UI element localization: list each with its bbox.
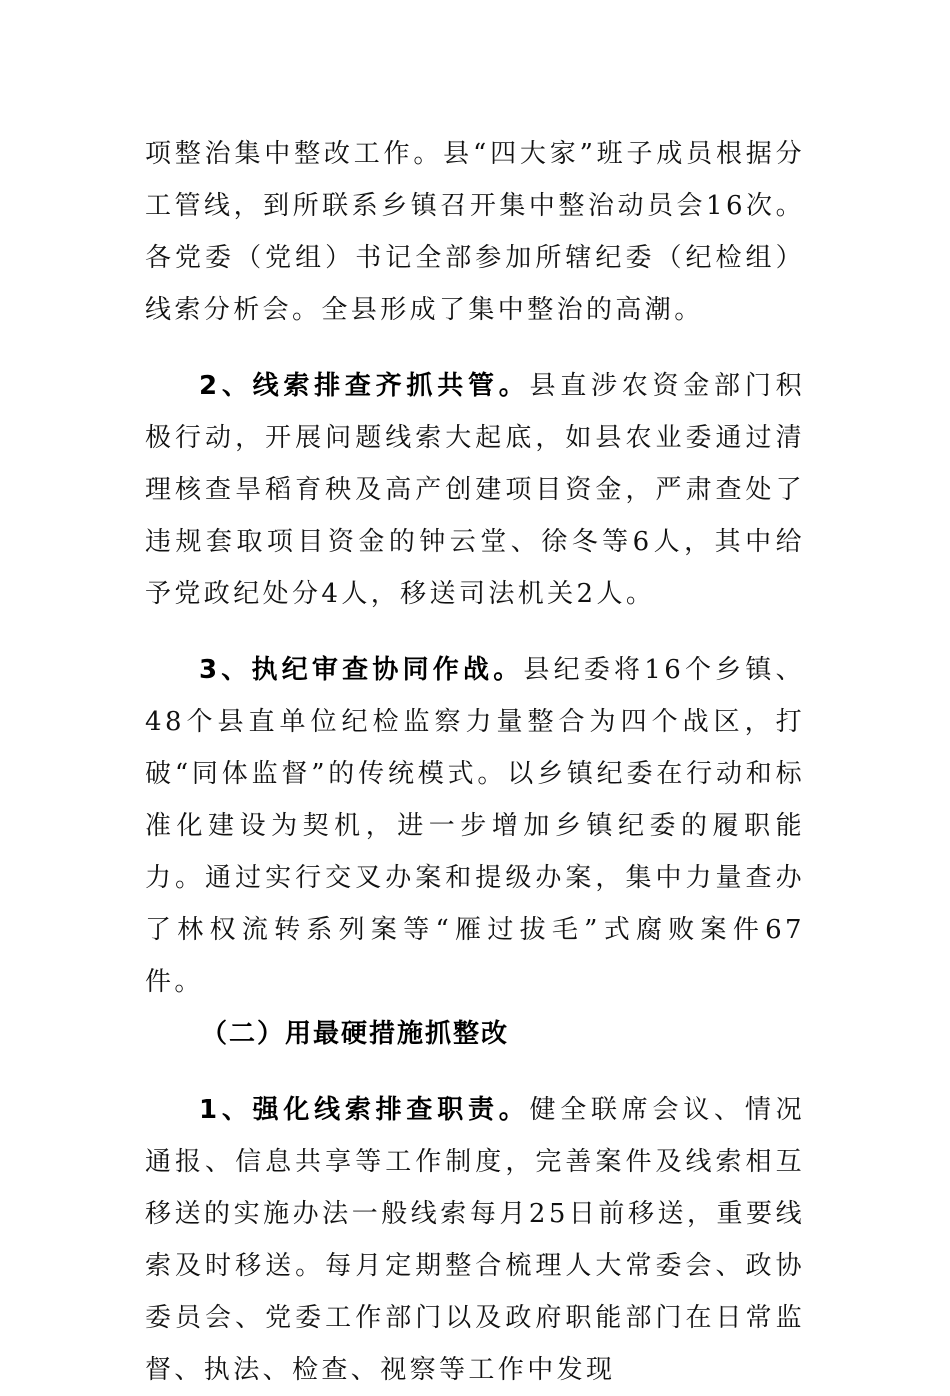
item-3-paragraph [145,644,805,1008]
item-1-body: 健全联席会议、情况通报、信息共享等工作制度，完善案件及线索相互移送的实施办法一般线索每月25日前移送，重要线索及时移送。每月定期整合梳理人大常委会、政协委员会、党委工作部门以及政府职能部门在日常监督、执法、检查、视察等工作中发现 [145,1095,805,1385]
item-3-title: 3、执纪审查协同作战。 [199,655,524,685]
paragraph-continuation: 项整治集中整改工作。县“四大家”班子成员根据分工管线，到所联系乡镇召开集中整治动员会16次。各党委（党组）书记全部参加所辖纪委（纪检组）线索分析会。全县形成了集中整治的高潮。 [145,139,805,325]
item-2-body: 县直涉农资金部门积极行动，开展问题线索大起底，如县农业委通过清理核查旱稻育秧及高产创建项目资金，严肃查处了违规套取项目资金的钟云堂、徐冬等6人，其中给予党政纪处分4人，移送司法机关2人。 [145,371,805,609]
item-2-paragraph [145,360,805,620]
item-3-body: 县纪委将16个乡镇、48个县直单位纪检监察力量整合为四个战区，打破“同体监督”的传统模式。以乡镇纪委在行动和标准化建设为契机，进一步增加乡镇纪委的履职能力。通过实行交叉办案和提级办案，集中力量查办了林权流转系列案等“雁过拔毛”式腐败案件67件。 [145,655,805,997]
section-heading: （二）用最硬措施抓整改 [201,1019,510,1049]
item-1-title: 1、强化线索排查职责。 [199,1095,530,1125]
item-2-title: 2、线索排查齐抓共管。 [199,371,530,401]
item-1-paragraph [145,1084,805,1396]
document-body [145,128,805,1396]
